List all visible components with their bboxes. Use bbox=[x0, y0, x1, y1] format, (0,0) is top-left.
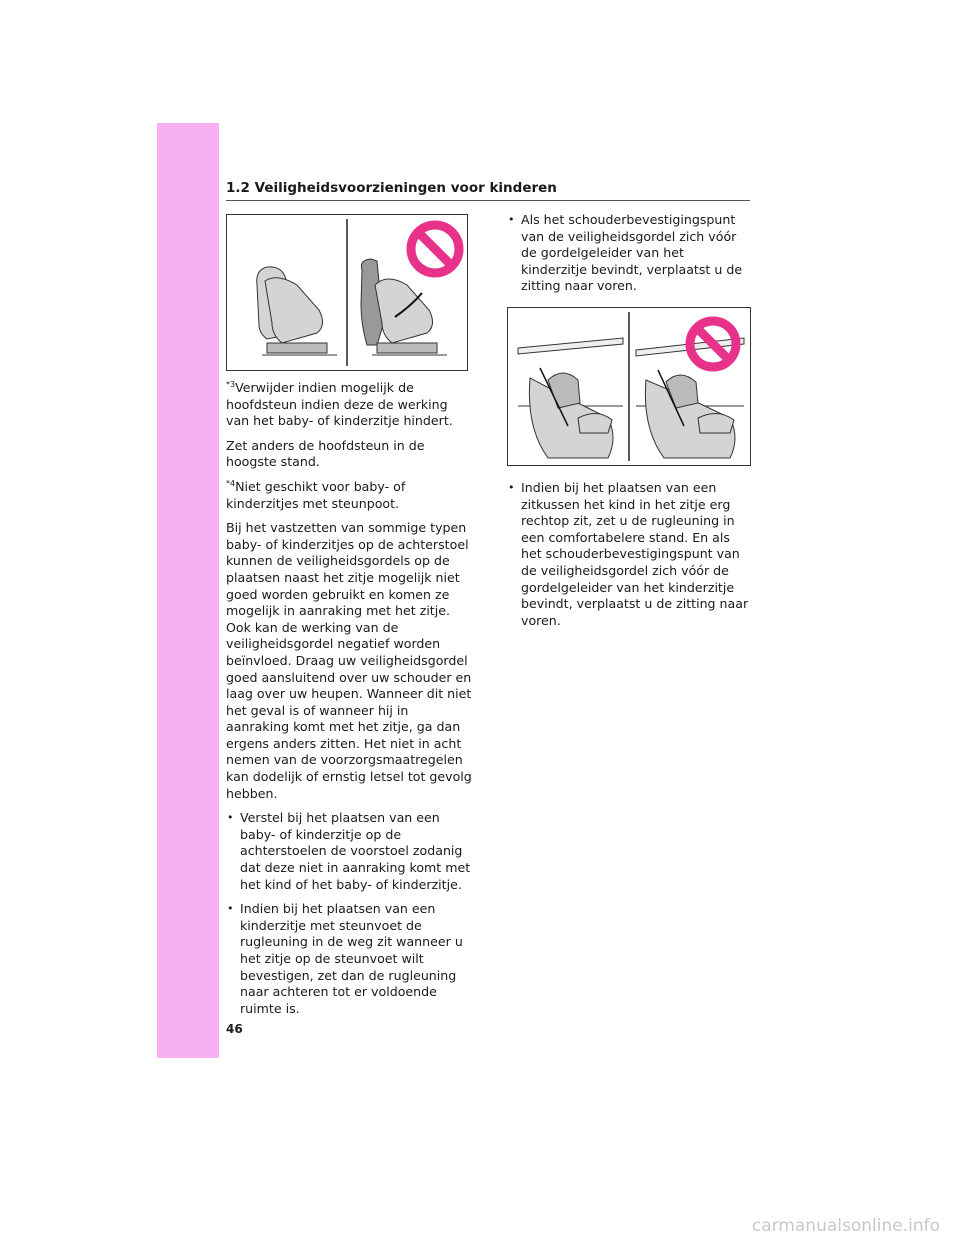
note-4-text: Niet geschikt voor baby- of kinderzitjes met steunpoot. bbox=[226, 478, 406, 511]
figure-headrest-seat bbox=[226, 214, 468, 371]
right-bullet-list-top bbox=[507, 212, 751, 295]
note-4-marker: *4 bbox=[226, 478, 236, 488]
chapter-tab bbox=[157, 123, 219, 1058]
figure-booster-seat bbox=[507, 307, 751, 466]
watermark: carmanualsonline.info bbox=[751, 1216, 940, 1236]
warning-paragraph: Bij het vastzetten van sommige typen baby- of kinderzitjes op de achterstoel kunnen de veiligheidsgordels op de plaatsen naast het zitje mogelijk niet goed worden gebruikt en komen ze mogelijk in aanraking met het zitje. Ook kan de werking van de veiligheidsgordel negatief worden beïnvloed. Draag uw veiligheidsgordel goed aansluitend over uw schouder en laag over uw heupen. Wanneer dit niet het geval is of wanneer hij in aanraking komt met het zitje, ga dan ergens anders zitten. Het niet in acht nemen van de voorzorgsmaatregelen kan dodelijk of ernstig letsel tot gevolg hebben. bbox=[226, 520, 472, 801]
booster-seat-illustration-ok bbox=[518, 338, 623, 458]
left-column bbox=[226, 380, 474, 1025]
right-column-top bbox=[507, 212, 751, 303]
heading-rule bbox=[226, 200, 750, 201]
page-number: 46 bbox=[226, 1022, 243, 1036]
section-heading: 1.2 Veiligheidsvoorzieningen voor kinderen bbox=[226, 180, 557, 196]
child-seat-illustration-ok bbox=[257, 267, 337, 355]
right-column-bottom bbox=[507, 480, 751, 637]
note-3 bbox=[226, 380, 474, 430]
prohibition-icon bbox=[411, 225, 459, 273]
list-item: • Indien bij het plaatsen van een zitkussen het kind in het zitje erg rechtop zit, zet u de rugleuning in een comfortabelere stand. En als het schouderbevestigingspunt van de veiligheidsgordel zich vóór de gordelgeleider van het kinderzitje bevindt, verplaatst u de zitting naar voren. bbox=[507, 480, 751, 629]
list-item: • Als het schouderbevestigingspunt van de veiligheidsgordel zich vóór de gordelgeleider van het kinderzitje bevindt, verplaatst u de zitting naar voren. bbox=[507, 212, 751, 295]
note-3-text: Verwijder indien mogelijk de hoofdsteun indien deze de werking van het baby- of kinderzitje hindert. bbox=[226, 380, 453, 429]
note-3-marker: *3 bbox=[226, 379, 236, 389]
left-bullet-list bbox=[226, 810, 474, 1017]
headrest-paragraph: Zet anders de hoofdsteun in de hoogste stand. bbox=[226, 437, 425, 470]
list-item: • Indien bij het plaatsen van een kinderzitje met steunvoet de rugleuning in de weg zit wanneer u het zitje op de steunvoet wilt bevestigen, zet dan de rugleuning naar achteren tot er voldoende ruimte is. bbox=[226, 901, 474, 1017]
right-bullet-list-bottom bbox=[507, 480, 751, 629]
note-4 bbox=[226, 479, 474, 512]
list-item: • Verstel bij het plaatsen van een baby- of kinderzitje op de achterstoelen de voorstoel zodanig dat deze niet in aanraking komt met het kind of het baby- of kinderzitje. bbox=[226, 810, 474, 893]
